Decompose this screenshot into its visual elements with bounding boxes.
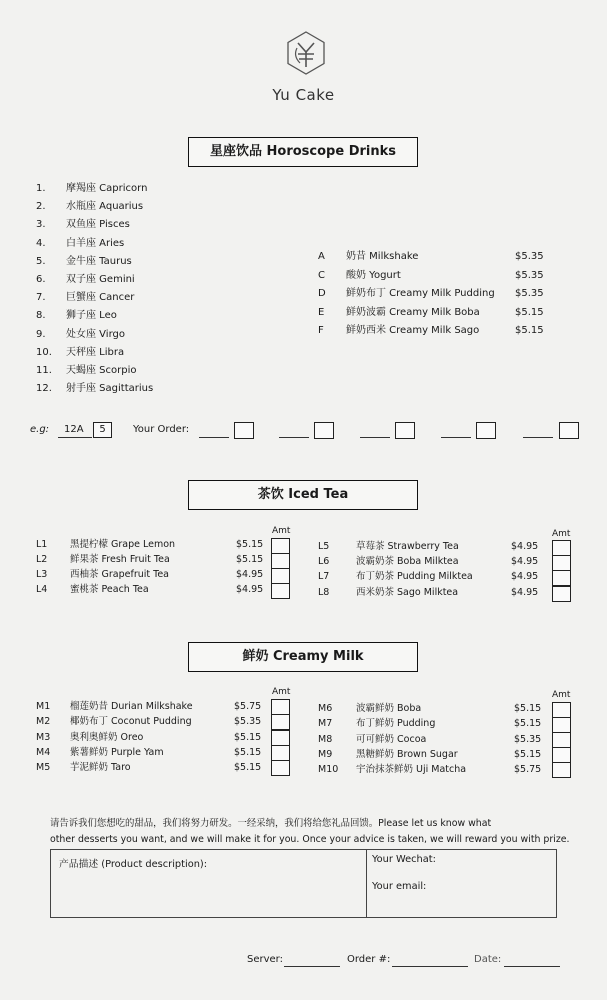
sign-item: 6. 双子座 Gemini [36, 273, 135, 285]
amt-box-M1[interactable] [271, 699, 290, 715]
order-code-input-4[interactable] [441, 437, 471, 438]
menu-row: M9 黑糖鲜奶 Brown Sugar [318, 749, 458, 760]
menu-row: M4 紫薯鲜奶 Purple Yam [36, 747, 164, 758]
sign-item: 1. 摩羯座 Capricorn [36, 183, 148, 194]
drink-item: A 奶昔 Milkshake $5.35 [318, 251, 544, 262]
menu-row: L4 蜜桃茶 Peach Tea [36, 584, 149, 595]
email-field[interactable]: Your email: [372, 881, 427, 892]
amt-box-L5[interactable] [552, 540, 571, 556]
amt-label: Amt [272, 687, 291, 697]
price: $4.95 [511, 556, 539, 567]
sign-item: 4. 白羊座 Aries [36, 237, 125, 249]
date-input[interactable] [504, 966, 560, 967]
price: $5.75 [234, 701, 262, 712]
notice-line: 请告诉我们您想吃的甜品，我们将努力研发。一经采纳，我们将给您礼品回馈。Please let us know what [50, 818, 492, 829]
order-code-input-5[interactable] [523, 437, 553, 438]
price: $4.95 [236, 569, 264, 580]
price: $5.35 [514, 734, 542, 745]
example-code: 12A [64, 424, 84, 435]
drink-item: F 鲜奶西米 Creamy Milk Sago $5.15 [318, 325, 544, 336]
product-description-field[interactable]: 产品描述 (Product description): [59, 859, 208, 870]
price: $4.95 [236, 584, 264, 595]
price: $5.15 [234, 747, 262, 758]
price: $5.15 [236, 539, 264, 550]
order-number-label: Order #: [347, 954, 391, 965]
menu-row: M10 宇治抹茶鲜奶 Uji Matcha [318, 764, 467, 775]
horoscope-sign-list [36, 180, 236, 398]
iced-tea-section-title: 茶饮 Iced Tea [188, 480, 418, 510]
amt-box-L6[interactable] [552, 555, 571, 571]
menu-row: M6 波霸鲜奶 Boba [318, 703, 422, 714]
order-example-row [30, 422, 590, 442]
amt-label: Amt [552, 690, 571, 700]
price: $5.15 [514, 718, 542, 729]
amt-box-M3[interactable] [271, 730, 290, 746]
date-label: Date: [474, 954, 502, 965]
menu-row: L8 西米奶茶 Sago Milktea [318, 587, 459, 598]
menu-row: L1 黑提柠檬 Grape Lemon [36, 539, 176, 550]
server-label: Server: [247, 954, 283, 965]
price: $5.75 [514, 764, 542, 775]
menu-row: L3 西柚茶 Grapefruit Tea [36, 569, 169, 580]
amt-box-M5[interactable] [271, 760, 290, 776]
sign-item: 8. 狮子座 Leo [36, 310, 117, 322]
notice-line: other desserts you want, and we will make it for you. Once your advice is taken, we will reward you with prize. [50, 834, 570, 845]
price: $5.15 [234, 732, 262, 743]
sign-item: 9. 处女座 Virgo [36, 328, 125, 340]
amt-box-L1[interactable] [271, 538, 290, 554]
price: $5.15 [514, 749, 542, 760]
amt-label: Amt [272, 526, 291, 536]
menu-row: M5 芋泥鲜奶 Taro [36, 762, 131, 773]
drink-item: E 鲜奶波霸 Creamy Milk Boba $5.15 [318, 306, 544, 318]
sign-item: 10. 天秤座 Libra [36, 346, 125, 358]
amt-box-M7[interactable] [552, 717, 571, 733]
price: $4.95 [511, 541, 539, 552]
sign-item: 3. 双鱼座 Pisces [36, 219, 130, 231]
order-qty-box-4[interactable] [476, 422, 496, 439]
horoscope-section-title: 星座饮品 Horoscope Drinks [188, 137, 418, 167]
menu-row: M8 可可鲜奶 Cocoa [318, 734, 427, 745]
drink-item: D 鲜奶布丁 Creamy Milk Pudding $5.35 [318, 288, 544, 299]
price: $4.95 [511, 587, 539, 598]
feedback-divider [366, 850, 367, 917]
price: $5.35 [234, 716, 262, 727]
menu-row: L6 波霸奶茶 Boba Milktea [318, 556, 459, 567]
sign-item: 2. 水瓶座 Aquarius [36, 201, 144, 213]
sign-item: 11. 天蝎座 Scorpio [36, 364, 137, 376]
wechat-field[interactable]: Your Wechat: [372, 854, 436, 865]
order-qty-box-3[interactable] [395, 422, 415, 439]
order-number-input[interactable] [392, 966, 468, 967]
menu-row: L7 布丁奶茶 Pudding Milktea [318, 571, 473, 582]
example-underline [58, 437, 92, 438]
amt-box-L7[interactable] [552, 570, 571, 586]
menu-row: M7 布丁鲜奶 Pudding [318, 718, 436, 729]
amt-box-L3[interactable] [271, 568, 290, 584]
brand-name: Yu Cake [272, 86, 335, 104]
menu-row: M3 奥利奥鲜奶 Oreo [36, 732, 144, 743]
price: $5.15 [514, 703, 542, 714]
amt-box-L4[interactable] [271, 583, 290, 599]
amt-box-M9[interactable] [552, 747, 571, 763]
order-code-input-1[interactable] [199, 437, 229, 438]
amt-box-L2[interactable] [271, 553, 290, 569]
creamy-milk-section-title: 鲜奶 Creamy Milk [188, 642, 418, 672]
feedback-form [50, 849, 557, 918]
example-qty-box: 5 [93, 422, 112, 438]
price: $5.15 [234, 762, 262, 773]
drink-item: C 酸奶 Yogurt $5.35 [318, 269, 544, 281]
amt-box-L8[interactable] [552, 586, 571, 602]
amt-box-M6[interactable] [552, 702, 571, 718]
menu-row: M2 椰奶布丁 Coconut Pudding [36, 716, 192, 727]
amt-label: Amt [552, 529, 571, 539]
order-qty-box-5[interactable] [559, 422, 579, 439]
amt-box-M10[interactable] [552, 762, 571, 778]
sign-item: 5. 金牛座 Taurus [36, 255, 132, 267]
price: $5.15 [236, 554, 264, 565]
your-order-label: Your Order: [133, 424, 190, 435]
menu-row: M1 榴莲奶昔 Durian Milkshake [36, 701, 193, 712]
example-label: e.g: [30, 424, 50, 435]
order-qty-box-1[interactable] [234, 422, 254, 439]
order-code-input-2[interactable] [279, 437, 309, 438]
order-code-input-3[interactable] [360, 437, 390, 438]
price: $4.95 [511, 571, 539, 582]
order-qty-box-2[interactable] [314, 422, 334, 439]
server-input[interactable] [284, 966, 340, 967]
amt-box-M4[interactable] [271, 745, 290, 761]
yu-character-hexagon-logo-icon [283, 30, 329, 76]
amt-box-M8[interactable] [552, 732, 571, 748]
horoscope-drink-list [318, 248, 558, 341]
sign-item: 7. 巨蟹座 Cancer [36, 292, 135, 304]
sign-item: 12. 射手座 Sagittarius [36, 383, 154, 395]
feedback-notice [50, 816, 570, 848]
menu-row: L5 草莓茶 Strawberry Tea [318, 541, 459, 552]
menu-row: L2 鲜果茶 Fresh Fruit Tea [36, 554, 170, 565]
amt-box-M2[interactable] [271, 714, 290, 730]
